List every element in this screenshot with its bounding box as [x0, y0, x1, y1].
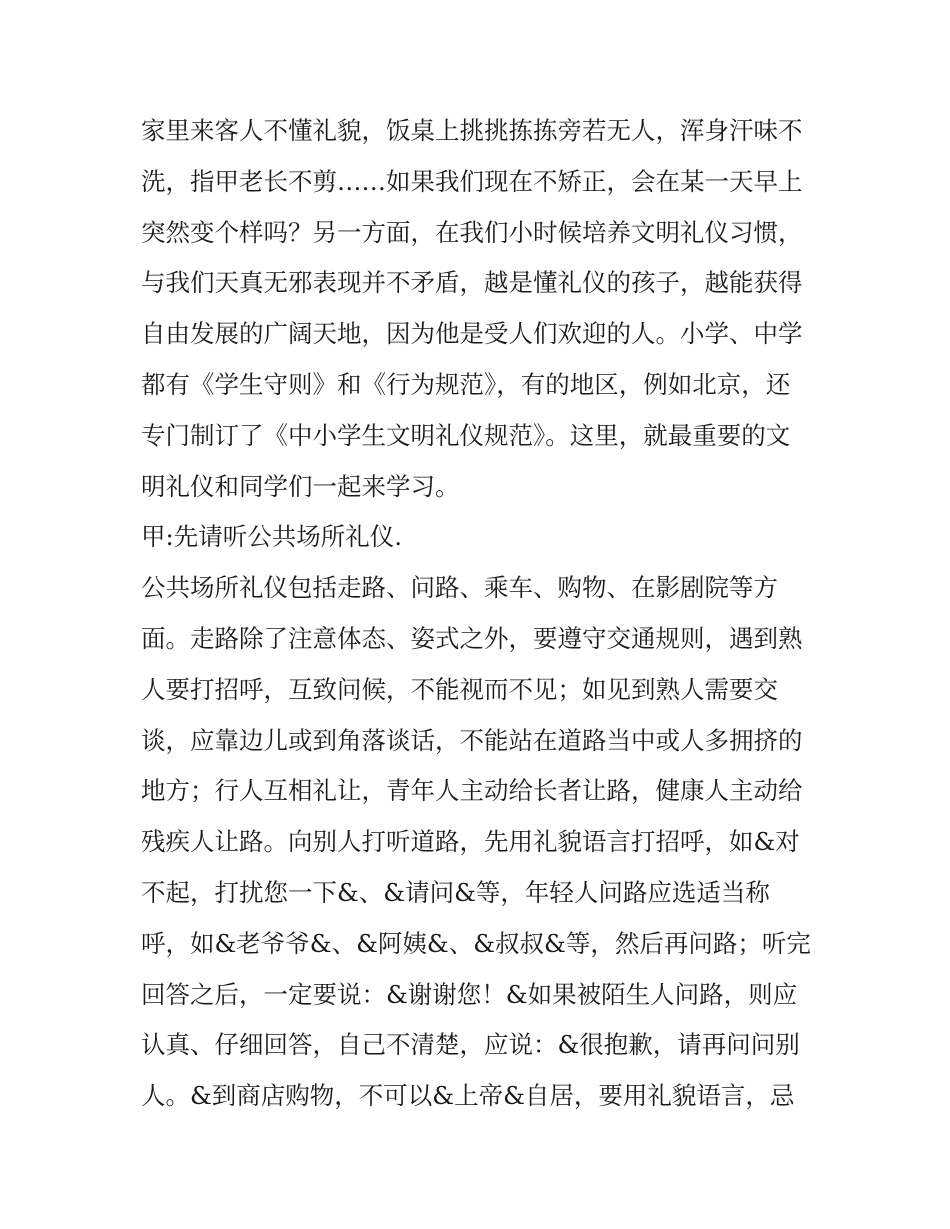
text-line: 突然变个样吗？另一方面，在我们小时候培养文明礼仪习惯，: [141, 217, 803, 247]
text-line: 家里来客人不懂礼貌，饭桌上挑挑拣拣旁若无人，浑身汗味不: [141, 116, 803, 145]
text-line: 人要打招呼，互致问候，不能视而不见；如见到熟人需要交: [141, 674, 778, 704]
text-line: 认真、仔细回答，自己不清楚，应说：&很抱歉，请再问问别: [141, 1030, 800, 1060]
text-line: 洗，指甲老长不剪……如果我们现在不矫正，会在某一天早上: [141, 166, 803, 196]
text-line: 人。&到商店购物，不可以&上帝&自居，要用礼貌语言，忌: [141, 1081, 795, 1111]
text-line: 与我们天真无邪表现并不矛盾，越是懂礼仪的孩子，越能获得: [141, 268, 803, 298]
text-line: 地方；行人互相礼让，青年人主动给长者让路，健康人主动给: [141, 776, 803, 806]
text-line: 残疾人让路。向别人打听道路，先用礼貌语言打招呼，如&对: [141, 827, 800, 857]
text-line: 都有《学生守则》和《行为规范》，有的地区，例如北京，还: [141, 369, 791, 399]
text-line: 专门制订了《中小学生文明礼仪规范》。这里，就最重要的文: [141, 420, 791, 450]
text-line: 不起，打扰您一下&、&请问&等，年轻人问路应选适当称: [141, 877, 770, 907]
text-line: 回答之后，一定要说：&谢谢您！&如果被陌生人问路，则应: [141, 979, 798, 1009]
text-line: 自由发展的广阔天地，因为他是受人们欢迎的人。小学、中学: [141, 319, 803, 349]
text-line: 明礼仪和同学们一起来学习。: [141, 471, 460, 501]
body-text: [141, 106, 816, 1122]
text-line: 呼，如&老爷爷&、&阿姨&、&叔叔&等，然后再问路；听完: [141, 928, 811, 958]
text-line: 公共场所礼仪包括走路、问路、乘车、购物、在影剧院等方: [141, 573, 778, 603]
text-line: 面。走路除了注意体态、姿式之外，要遵守交通规则，遇到熟: [141, 623, 803, 653]
text-line: 谈，应靠边儿或到角落谈话，不能站在道路当中或人多拥挤的: [141, 725, 803, 755]
section-heading: 甲:先请听公共场所礼仪.: [141, 522, 403, 552]
